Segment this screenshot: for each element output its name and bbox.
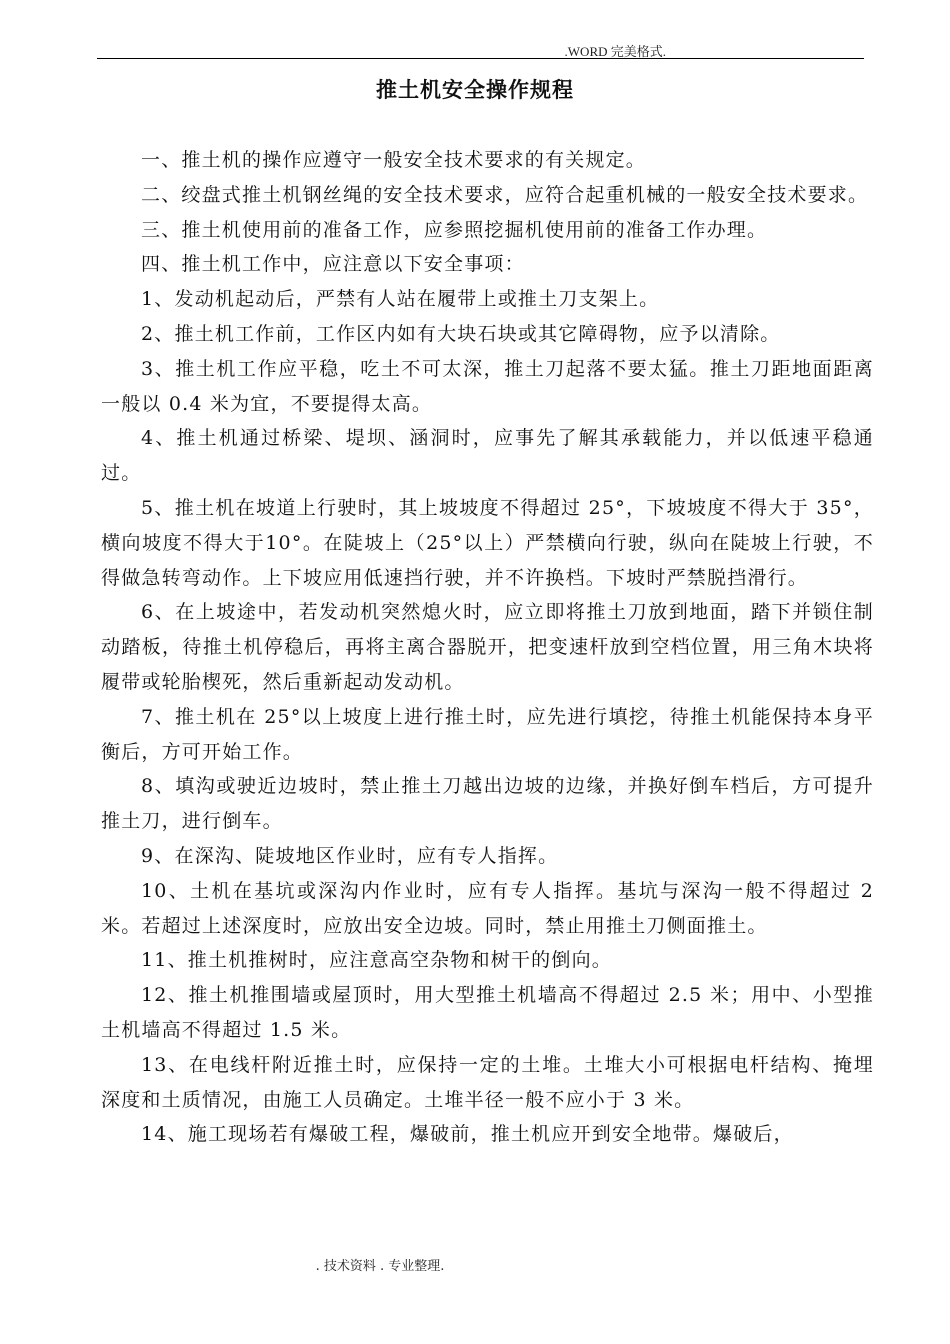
paragraph: 3、推土机工作应平稳，吃土不可太深，推土刀起落不要太猛。推土刀距地面距离一般以 0.4 米为宜，不要提得太高。	[101, 357, 874, 415]
page-footer-text: . 技术资料 . 专业整理.	[315, 1259, 445, 1274]
document-body	[101, 143, 874, 1152]
paragraph: 12、推土机推围墙或屋顶时，用大型推土机墙高不得超过 2.5 米；用中、小型推土机墙高不得超过 1.5 米。	[101, 984, 874, 1041]
paragraph: 10、土机在基坑或深沟内作业时，应有专人指挥。基坑与深沟一般不得超过 2 米。若超过上述深度时，应放出安全边坡。同时，禁止用推土刀侧面推土。	[101, 879, 874, 937]
paragraph: 4、推土机通过桥梁、堤坝、涵洞时，应事先了解其承载能力，并以低速平稳通过。	[101, 427, 874, 485]
paragraph: 四、推土机工作中，应注意以下安全事项：	[141, 253, 525, 276]
paragraph: 1、发动机起动后，严禁有人站在履带上或推土刀支架上。	[141, 288, 660, 311]
header-divider	[97, 58, 864, 59]
paragraph: 三、推土机使用前的准备工作，应参照挖掘机使用前的准备工作办理。	[141, 218, 768, 241]
paragraph: 7、推土机在 25°以上坡度上进行推土时，应先进行填挖，待推土机能保持本身平衡后，方可开始工作。	[101, 705, 874, 763]
page-header-text: .WORD 完美格式.	[564, 44, 666, 59]
paragraph: 6、在上坡途中，若发动机突然熄火时，应立即将推土刀放到地面，踏下并锁住制动踏板，待推土机停稳后，再将主离合器脱开，把变速杆放到空档位置，用三角木块将履带或轮胎楔死，然后重新起动发动机。	[101, 601, 874, 693]
paragraph: 14、施工现场若有爆破工程，爆破前，推土机应开到安全地带。爆破后，	[141, 1123, 794, 1146]
paragraph: 一、推土机的操作应遵守一般安全技术要求的有关规定。	[141, 149, 647, 171]
paragraph: 13、在电线杆附近推土时，应保持一定的土堆。土堆大小可根据电杆结构、掩埋深度和土质情况，由施工人员确定。土堆半径一般不应小于 3 米。	[101, 1053, 874, 1111]
paragraph: 二、绞盘式推土机钢丝绳的安全技术要求，应符合起重机械的一般安全技术要求。	[141, 183, 869, 206]
paragraph: 11、推土机推树时，应注意高空杂物和树干的倒向。	[141, 949, 612, 972]
paragraph: 5、推土机在坡道上行驶时，其上坡坡度不得超过 25°，下坡坡度不得大于 35°，横向坡度不得大于10°。在陡坡上（25°以上）严禁横向行驶，纵向在陡坡上行驶，不得做急转弯动作。上下坡应用低速挡行驶，并不许换档。下坡时严禁脱挡滑行。	[101, 496, 874, 589]
paragraph: 2、推土机工作前，工作区内如有大块石块或其它障碍物，应予以清除。	[141, 322, 781, 345]
paragraph: 8、填沟或驶近边坡时，禁止推土刀越出边坡的边缘，并换好倒车档后，方可提升推土刀，进行倒车。	[101, 775, 874, 833]
document-title: 推土机安全操作规程	[376, 77, 574, 102]
paragraph: 9、在深沟、陡坡地区作业时，应有专人指挥。	[141, 844, 559, 867]
